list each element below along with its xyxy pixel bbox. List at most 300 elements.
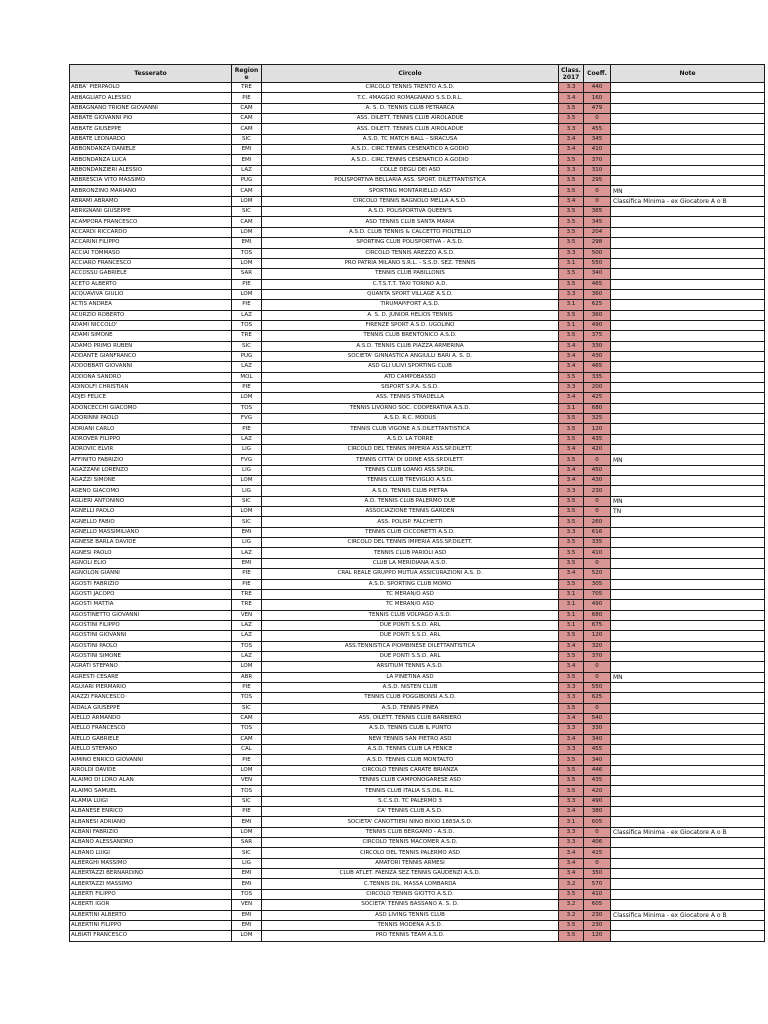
ranking-cell: 3.3 — [559, 83, 584, 93]
table-row — [70, 103, 765, 113]
club-name-cell: TENNIS CLUB CICCONETTI A.S.D. — [262, 527, 559, 537]
ranking-cell: 3.5 — [559, 776, 584, 786]
coefficient-cell: 705 — [584, 589, 611, 599]
table-row — [70, 538, 765, 548]
club-name-cell: TENNIS CLUB POGGIBONSI A.S.D. — [262, 693, 559, 703]
player-name-cell: ABRAMI ABRAMO — [70, 196, 232, 206]
table-row — [70, 486, 765, 496]
coefficient-cell: 370 — [584, 651, 611, 661]
table-row — [70, 672, 765, 682]
player-name-cell: ALBERTAZZI MASSIMO — [70, 879, 232, 889]
table-row — [70, 269, 765, 279]
ranking-cell: 3.4 — [559, 393, 584, 403]
table-row — [70, 362, 765, 372]
region-cell: CAM — [232, 186, 262, 196]
table-row — [70, 517, 765, 527]
ranking-cell: 3.3 — [559, 745, 584, 755]
club-name-cell: PRO PATRIA MILANO S.R.L. - S.S.D. SEZ. TENNIS — [262, 258, 559, 268]
coefficient-cell: 365 — [584, 207, 611, 217]
club-name-cell: CIRCOLO TENNIS GIOTTO A.S.D. — [262, 889, 559, 899]
note-cell — [611, 465, 765, 475]
player-name-cell: AGRATI STEFANO — [70, 662, 232, 672]
region-cell: EMI — [232, 920, 262, 930]
table-row — [70, 569, 765, 579]
ranking-cell: 3.3 — [559, 165, 584, 175]
note-cell — [611, 548, 765, 558]
ranking-cell: 3.2 — [559, 900, 584, 910]
region-cell: LAZ — [232, 631, 262, 641]
club-name-cell: TENNIS MODENA A.S.D. — [262, 920, 559, 930]
coefficient-cell: 0 — [584, 858, 611, 868]
coefficient-cell: 410 — [584, 145, 611, 155]
player-name-cell: ABBONDANZA DANIELE — [70, 145, 232, 155]
club-name-cell: TENNIS CLUB PABILLONIS — [262, 269, 559, 279]
club-name-cell: TENNIS CITTA' DI UDINE ASS.SP.DILETT. — [262, 455, 559, 465]
coefficient-cell: 446 — [584, 765, 611, 775]
ranking-cell: 3.1 — [559, 589, 584, 599]
note-cell — [611, 796, 765, 806]
player-name-cell: ALAMIA LUIGI — [70, 796, 232, 806]
note-cell — [611, 900, 765, 910]
ranking-cell: 3.5 — [559, 507, 584, 517]
club-name-cell: TENNIS CLUB VOLPAGO A.S.D. — [262, 610, 559, 620]
ranking-cell: 3.5 — [559, 186, 584, 196]
ranking-cell: 3.4 — [559, 341, 584, 351]
ranking-cell: 3.5 — [559, 217, 584, 227]
coefficient-cell: 0 — [584, 507, 611, 517]
table-row — [70, 331, 765, 341]
coefficient-cell: 0 — [584, 196, 611, 206]
table-row — [70, 631, 765, 641]
club-name-cell: SOCIETA' GINNASTICA ANGIULLI BARI A. S. D. — [262, 351, 559, 361]
ranking-cell: 3.4 — [559, 869, 584, 879]
club-name-cell: ASS. DILETT. TENNIS CLUB BARBIERO — [262, 713, 559, 723]
player-name-cell: ACCARINI FILIPPO — [70, 238, 232, 248]
club-name-cell: LA PINETINA ASD — [262, 672, 559, 682]
note-cell — [611, 734, 765, 744]
coefficient-cell: 465 — [584, 362, 611, 372]
note-cell — [611, 817, 765, 827]
table-row — [70, 403, 765, 413]
ranking-cell: 3.5 — [559, 155, 584, 165]
region-cell: TOS — [232, 889, 262, 899]
coefficient-cell: 305 — [584, 579, 611, 589]
ranking-cell: 3.3 — [559, 124, 584, 134]
ranking-cell: 3.3 — [559, 486, 584, 496]
player-name-cell: AGNESI PAOLO — [70, 548, 232, 558]
note-cell: MN — [611, 672, 765, 682]
ranking-cell: 3.1 — [559, 600, 584, 610]
coefficient-cell: 0 — [584, 662, 611, 672]
ranking-cell: 3.5 — [559, 558, 584, 568]
table-row — [70, 713, 765, 723]
region-cell: PIE — [232, 579, 262, 589]
player-name-cell: ACCIARO FRANCESCO — [70, 258, 232, 268]
player-name-cell: ALAIMO SAMUEL — [70, 786, 232, 796]
note-cell — [611, 176, 765, 186]
club-name-cell: TC MERAN/O ASD — [262, 600, 559, 610]
coefficient-cell: 625 — [584, 693, 611, 703]
coefficient-cell: 465 — [584, 279, 611, 289]
player-name-cell: AFFINITO FABRIZIO — [70, 455, 232, 465]
note-cell — [611, 279, 765, 289]
note-cell — [611, 155, 765, 165]
region-cell: TRE — [232, 600, 262, 610]
coefficient-cell: 345 — [584, 217, 611, 227]
player-name-cell: ADAMI NICCOLO' — [70, 320, 232, 330]
player-name-cell: ACCARDI RICCARDO — [70, 227, 232, 237]
ranking-cell: 3.3 — [559, 827, 584, 837]
note-cell: Classifica Minima - ex Giocatore A o B — [611, 196, 765, 206]
table-row — [70, 165, 765, 175]
table-row — [70, 320, 765, 330]
ranking-cell: 3.4 — [559, 807, 584, 817]
note-cell — [611, 331, 765, 341]
ranking-cell: 3.5 — [559, 538, 584, 548]
table-row — [70, 351, 765, 361]
club-name-cell: DUE PONTI S.S.D. ARL — [262, 651, 559, 661]
coefficient-cell: 410 — [584, 889, 611, 899]
table-row — [70, 889, 765, 899]
table-row — [70, 651, 765, 661]
ranking-cell: 3.5 — [559, 631, 584, 641]
club-name-cell: TENNIS CLUB VIGONE A.S.DILETTANTISTICA — [262, 424, 559, 434]
note-cell — [611, 382, 765, 392]
table-row — [70, 134, 765, 144]
region-cell: FVG — [232, 414, 262, 424]
player-name-cell: ADDONA SANDRO — [70, 372, 232, 382]
club-name-cell: CLUB ATLET. FAENZA SEZ.TENNIS GAUDENZI A.S.D. — [262, 869, 559, 879]
club-name-cell: A.S.D. TENNIS CLUB PIAZZA ARMERINA — [262, 341, 559, 351]
player-name-cell: ALBERTI FILIPPO — [70, 889, 232, 899]
coefficient-cell: 230 — [584, 486, 611, 496]
club-name-cell: QUANTA SPORT VILLAGE A.S.D. — [262, 289, 559, 299]
note-cell — [611, 713, 765, 723]
coefficient-cell: 340 — [584, 734, 611, 744]
table-row — [70, 258, 765, 268]
coefficient-cell: 0 — [584, 186, 611, 196]
ranking-table — [69, 64, 765, 942]
region-cell: LAZ — [232, 651, 262, 661]
note-cell — [611, 114, 765, 124]
region-cell: SIC — [232, 517, 262, 527]
note-cell — [611, 351, 765, 361]
table-body — [70, 83, 765, 942]
note-cell: Classifica Minima - ex Giocatore A o B — [611, 827, 765, 837]
table-row — [70, 600, 765, 610]
player-name-cell: ABBATE GIOVANNI PIO — [70, 114, 232, 124]
note-cell — [611, 755, 765, 765]
club-name-cell: TENNIS CLUB BRENTONICO A.S.D. — [262, 331, 559, 341]
coefficient-cell: 425 — [584, 393, 611, 403]
table-row — [70, 682, 765, 692]
coefficient-cell: 490 — [584, 796, 611, 806]
coefficient-cell: 340 — [584, 269, 611, 279]
club-name-cell: ASS.TENNISTICA PIOMBINESE DILETTANTISTICA — [262, 641, 559, 651]
table-row — [70, 476, 765, 486]
table-row — [70, 755, 765, 765]
player-name-cell: ADAMO PRIMO RUBEN — [70, 341, 232, 351]
player-name-cell: ACQUAVIVA GIULIO — [70, 289, 232, 299]
coefficient-cell: 360 — [584, 289, 611, 299]
table-row — [70, 300, 765, 310]
ranking-cell: 3.5 — [559, 279, 584, 289]
table-row — [70, 848, 765, 858]
ranking-cell: 3.1 — [559, 320, 584, 330]
region-cell: SIC — [232, 207, 262, 217]
table-row — [70, 207, 765, 217]
table-row — [70, 341, 765, 351]
note-cell — [611, 879, 765, 889]
table-row — [70, 527, 765, 537]
player-name-cell: ALBERTAZZI BERNARDINO — [70, 869, 232, 879]
header-row — [70, 65, 765, 83]
club-name-cell: C.TENNIS DIL. MASSA LOMBARDA — [262, 879, 559, 889]
coefficient-cell: 260 — [584, 517, 611, 527]
coefficient-cell: 0 — [584, 672, 611, 682]
region-cell: CAM — [232, 713, 262, 723]
region-cell: SAR — [232, 269, 262, 279]
region-cell: EMI — [232, 155, 262, 165]
ranking-cell: 3.5 — [559, 548, 584, 558]
ranking-cell: 3.3 — [559, 682, 584, 692]
ranking-cell: 3.1 — [559, 620, 584, 630]
club-name-cell: A.S.D. TENNIS CLUB IL PUNTO — [262, 724, 559, 734]
region-cell: LOM — [232, 393, 262, 403]
region-cell: SIC — [232, 134, 262, 144]
coefficient-cell: 335 — [584, 372, 611, 382]
player-name-cell: ABBA' PIERPAOLO — [70, 83, 232, 93]
coefficient-cell: 490 — [584, 600, 611, 610]
player-name-cell: ADONCECCHI GIACOMO — [70, 403, 232, 413]
coefficient-cell: 360 — [584, 310, 611, 320]
note-cell — [611, 124, 765, 134]
player-name-cell: AGRESTI CESARE — [70, 672, 232, 682]
player-name-cell: AGOSTINI PAOLO — [70, 641, 232, 651]
note-cell — [611, 414, 765, 424]
note-cell — [611, 765, 765, 775]
player-name-cell: ALBANO LUIGI — [70, 848, 232, 858]
region-cell: PUG — [232, 351, 262, 361]
region-cell: EMI — [232, 558, 262, 568]
note-cell — [611, 920, 765, 930]
player-name-cell: AGOSTI JACOPO — [70, 589, 232, 599]
table-row — [70, 920, 765, 930]
player-name-cell: ADAMI SIMONE — [70, 331, 232, 341]
table-row — [70, 382, 765, 392]
coefficient-cell: 0 — [584, 496, 611, 506]
table-row — [70, 724, 765, 734]
table-row — [70, 83, 765, 93]
player-name-cell: AIELLO FRANCESCO — [70, 724, 232, 734]
club-name-cell: TENNIS CLUB TREVIGLIO A.S.D. — [262, 476, 559, 486]
player-name-cell: AIELLO ARMANDO — [70, 713, 232, 723]
table-row — [70, 548, 765, 558]
ranking-cell: 3.5 — [559, 920, 584, 930]
club-name-cell: SOCIETA' CANOTTIERI NINO BIXIO 1883A.S.D. — [262, 817, 559, 827]
player-name-cell: AGUIARI PIERMARIO — [70, 682, 232, 692]
note-cell — [611, 300, 765, 310]
coefficient-cell: 330 — [584, 341, 611, 351]
player-name-cell: ABBONDANZA LUCA — [70, 155, 232, 165]
club-name-cell: ASS. DILETT. TENNIS CLUB AIROLADUE — [262, 124, 559, 134]
player-name-cell: ALAIMO DI LORO ALAN — [70, 776, 232, 786]
player-name-cell: ABBAGNANO TRIONE GIOVANNI — [70, 103, 232, 113]
club-name-cell: A.S.D. POLISPORTIVA QUEEN'S — [262, 207, 559, 217]
player-name-cell: ADJEI FELICE — [70, 393, 232, 403]
note-cell — [611, 838, 765, 848]
coefficient-cell: 120 — [584, 631, 611, 641]
note-cell — [611, 486, 765, 496]
region-cell: SIC — [232, 703, 262, 713]
table-row — [70, 424, 765, 434]
ranking-cell: 3.1 — [559, 300, 584, 310]
ranking-cell: 3.2 — [559, 879, 584, 889]
player-name-cell: ACCIAI TOMMASO — [70, 248, 232, 258]
table-row — [70, 765, 765, 775]
club-name-cell: TIRUMAPIFORT A.S.D. — [262, 300, 559, 310]
ranking-cell: 3.2 — [559, 910, 584, 920]
player-name-cell: AGLIERI ANTONINO — [70, 496, 232, 506]
table-row — [70, 558, 765, 568]
club-name-cell: ARSITIUM TENNIS A.S.D. — [262, 662, 559, 672]
region-cell: PUG — [232, 176, 262, 186]
note-cell — [611, 858, 765, 868]
club-name-cell: ASD LIVING TENNIS CLUB — [262, 910, 559, 920]
player-name-cell: ALBERTINI ALBERTO — [70, 910, 232, 920]
table-row — [70, 910, 765, 920]
club-name-cell: A. S. D. TENNIS CLUB PETRARCA — [262, 103, 559, 113]
region-cell: LOM — [232, 765, 262, 775]
player-name-cell: ADROVIC ELVIR — [70, 445, 232, 455]
region-cell: TOS — [232, 641, 262, 651]
region-cell: PIE — [232, 755, 262, 765]
table-row — [70, 745, 765, 755]
note-cell — [611, 165, 765, 175]
note-cell — [611, 600, 765, 610]
region-cell: EMI — [232, 879, 262, 889]
coefficient-cell: 345 — [584, 134, 611, 144]
ranking-cell: 3.4 — [559, 569, 584, 579]
note-cell — [611, 517, 765, 527]
club-name-cell: C.T.S.T.T. TAXI TORINO A.D. — [262, 279, 559, 289]
ranking-cell: 3.3 — [559, 289, 584, 299]
coefficient-cell: 370 — [584, 155, 611, 165]
club-name-cell: AMATORI TENNIS ARMESI — [262, 858, 559, 868]
region-cell: CAM — [232, 734, 262, 744]
note-cell — [611, 579, 765, 589]
region-cell: LIG — [232, 465, 262, 475]
ranking-cell: 3.5 — [559, 238, 584, 248]
player-name-cell: ADORINNI PAOLO — [70, 414, 232, 424]
player-name-cell: AGNESE BARLA DAVIDE — [70, 538, 232, 548]
table-row — [70, 186, 765, 196]
region-cell: LIG — [232, 538, 262, 548]
table-row — [70, 693, 765, 703]
note-cell — [611, 569, 765, 579]
ranking-cell: 3.4 — [559, 848, 584, 858]
coefficient-cell: 420 — [584, 786, 611, 796]
region-cell: LOM — [232, 476, 262, 486]
player-name-cell: ACETO ALBERTO — [70, 279, 232, 289]
club-name-cell: CRAL REALE GRUPPO MUTUA ASSICURAZIONI A.S. D. — [262, 569, 559, 579]
ranking-cell: 3.1 — [559, 817, 584, 827]
region-cell: LOM — [232, 827, 262, 837]
club-name-cell: A.S.D. CLUB TENNIS & CALCETTO PIOLTELLO — [262, 227, 559, 237]
club-name-cell: TENNIS LIVORNO SOC. COOPERATIVA A.S.D. — [262, 403, 559, 413]
table-row — [70, 838, 765, 848]
ranking-cell: 3.4 — [559, 858, 584, 868]
note-cell — [611, 393, 765, 403]
note-cell — [611, 403, 765, 413]
table-row — [70, 507, 765, 517]
player-name-cell: AGOSTI MATTIA — [70, 600, 232, 610]
player-name-cell: AGAZZANI LORENZO — [70, 465, 232, 475]
club-name-cell: A.S.D.. CIRC.TENNIS CESENATICO A.GODIO — [262, 155, 559, 165]
ranking-cell: 3.3 — [559, 796, 584, 806]
ranking-cell: 3.4 — [559, 445, 584, 455]
club-name-cell: A.S.D. TENNIS CLUB LA FENICE — [262, 745, 559, 755]
ranking-cell: 3.5 — [559, 114, 584, 124]
table-row — [70, 289, 765, 299]
note-cell — [611, 134, 765, 144]
coefficient-cell: 680 — [584, 610, 611, 620]
note-cell — [611, 527, 765, 537]
player-name-cell: AGOSTINETTO GIOVANNI — [70, 610, 232, 620]
club-name-cell: CIRCOLO DEL TENNIS PALERMO ASD — [262, 848, 559, 858]
club-name-cell: PRO TENNIS TEAM A.S.D. — [262, 931, 559, 941]
note-cell: MN — [611, 455, 765, 465]
region-cell: LAZ — [232, 548, 262, 558]
region-cell: LOM — [232, 196, 262, 206]
ranking-cell: 3.5 — [559, 424, 584, 434]
ranking-cell: 3.3 — [559, 248, 584, 258]
player-name-cell: AIDALA GIUSEPPE — [70, 703, 232, 713]
ranking-cell: 3.5 — [559, 331, 584, 341]
player-name-cell: ADROVER FILIPPO — [70, 434, 232, 444]
table-row — [70, 217, 765, 227]
club-name-cell: SISPORT S.P.A. S.S.D. — [262, 382, 559, 392]
note-cell — [611, 269, 765, 279]
coefficient-cell: 490 — [584, 320, 611, 330]
region-cell: VEN — [232, 610, 262, 620]
note-cell: MN — [611, 496, 765, 506]
ranking-cell: 3.5 — [559, 496, 584, 506]
ranking-cell: 3.4 — [559, 734, 584, 744]
region-cell: SIC — [232, 496, 262, 506]
ranking-cell: 3.1 — [559, 403, 584, 413]
note-cell — [611, 476, 765, 486]
club-name-cell: COLLE DEGLI DEI ASD — [262, 165, 559, 175]
club-name-cell: CIRCOLO TENNIS TRENTO A.S.D. — [262, 83, 559, 93]
note-cell — [611, 776, 765, 786]
coefficient-cell: 550 — [584, 682, 611, 692]
club-name-cell: A.S.D. TENNIS PINEA — [262, 703, 559, 713]
note-cell — [611, 558, 765, 568]
club-name-cell: CIRCOLO TENNIS AREZZO A.S.D. — [262, 248, 559, 258]
ranking-cell: 3.4 — [559, 134, 584, 144]
note-cell — [611, 93, 765, 103]
region-cell: MOL — [232, 372, 262, 382]
coefficient-cell: 455 — [584, 124, 611, 134]
region-cell: LOM — [232, 258, 262, 268]
region-cell: PIE — [232, 93, 262, 103]
note-cell — [611, 320, 765, 330]
club-name-cell: DUE PONTI S.S.D. ARL — [262, 631, 559, 641]
club-name-cell: ASS. DILETT. TENNIS CLUB AIROLADUE — [262, 114, 559, 124]
region-cell: LAZ — [232, 165, 262, 175]
player-name-cell: AGNELLI PAOLO — [70, 507, 232, 517]
